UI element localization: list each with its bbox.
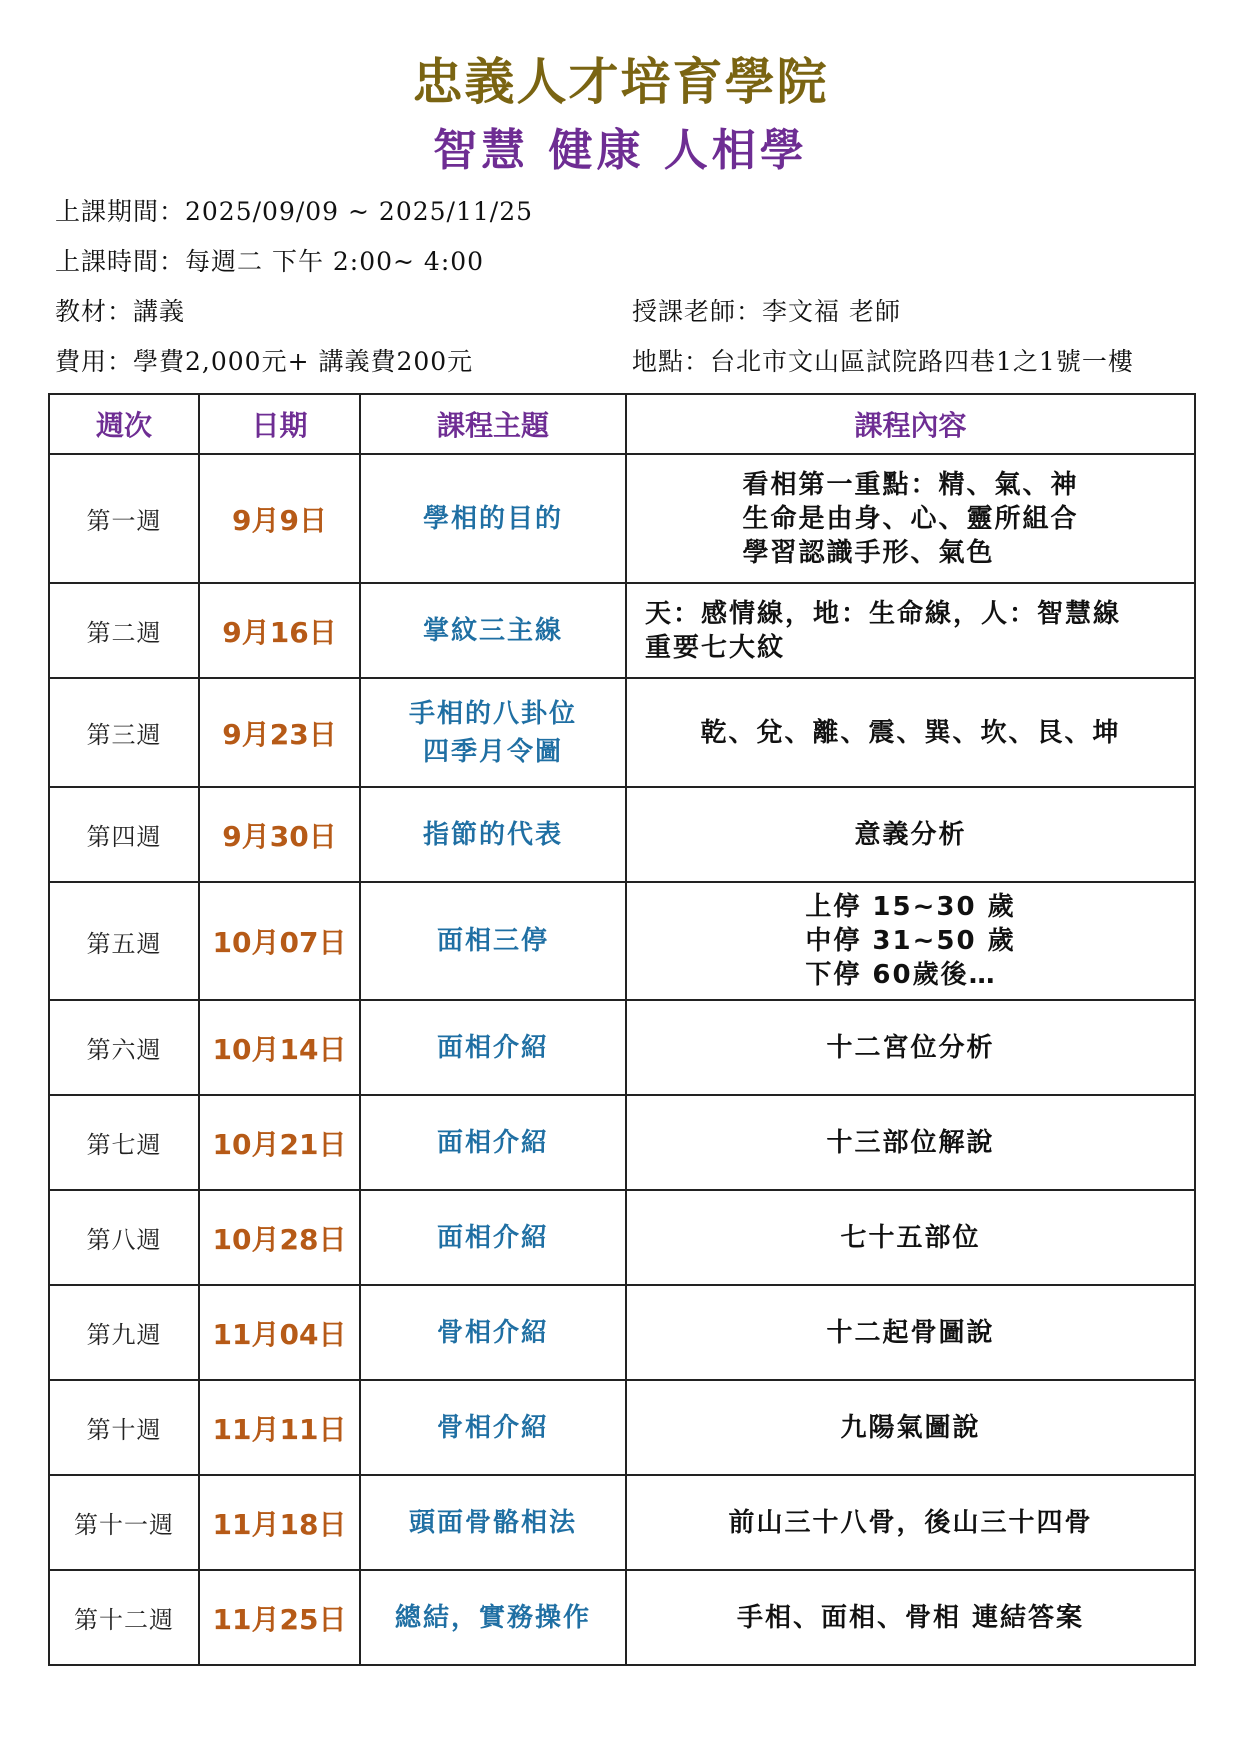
topic-cell (360, 1570, 626, 1665)
date-cell: 10月21日 (199, 1095, 360, 1190)
table-row (49, 787, 1195, 882)
topic-cell (360, 1190, 626, 1285)
content-cell (626, 583, 1195, 678)
content-block (805, 890, 1015, 992)
content-cell (626, 1190, 1195, 1285)
date-cell: 9月16日 (199, 583, 360, 678)
week-cell: 第十一週 (49, 1475, 199, 1570)
header-week: 週次 (49, 394, 199, 454)
week-cell: 第二週 (49, 583, 199, 678)
content-line: 天：感情線，地：生命線，人：智慧線 (645, 598, 1122, 629)
date-cell: 9月30日 (199, 787, 360, 882)
course-material: 教材：講義 (55, 297, 186, 326)
topic-line: 面相介紹 (436, 1032, 549, 1063)
topic-line: 頭面骨骼相法 (408, 1507, 577, 1538)
topic-line: 骨相介紹 (436, 1317, 549, 1348)
topic-cell (360, 1475, 626, 1570)
week-cell: 第一週 (49, 454, 199, 583)
topic-line: 手相的八卦位 (408, 698, 577, 729)
content-line: 前山三十八骨，後山三十四骨 (728, 1507, 1093, 1538)
course-location: 地點：台北市文山區試院路四巷1之1號一樓 (632, 347, 1134, 376)
header-content: 課程內容 (626, 394, 1195, 454)
date-cell: 11月25日 (199, 1570, 360, 1665)
table-row (49, 678, 1195, 787)
content-line: 看相第一重點：精、氣、神 (742, 469, 1079, 500)
week-cell: 第十週 (49, 1380, 199, 1475)
table-row (49, 1095, 1195, 1190)
topic-cell (360, 1285, 626, 1380)
topic-cell (360, 882, 626, 1000)
topic-line: 指節的代表 (422, 819, 563, 850)
week-cell: 第十二週 (49, 1570, 199, 1665)
date-cell: 10月14日 (199, 1000, 360, 1095)
content-line: 七十五部位 (840, 1222, 981, 1253)
content-cell (626, 1475, 1195, 1570)
week-cell: 第三週 (49, 678, 199, 787)
topic-cell (360, 454, 626, 583)
topic-cell (360, 678, 626, 787)
content-line: 乾、兌、離、震、巽、坎、艮、坤 (700, 717, 1121, 748)
content-line: 十二宮位分析 (826, 1032, 995, 1063)
table-row (49, 1570, 1195, 1665)
page-subtitle: 智慧 健康 人相學 (433, 125, 808, 176)
content-cell (626, 454, 1195, 583)
topic-cell (360, 1095, 626, 1190)
date-cell: 9月23日 (199, 678, 360, 787)
topic-cell (360, 1000, 626, 1095)
week-cell: 第七週 (49, 1095, 199, 1190)
page-title: 忠義人才培育學院 (412, 53, 829, 111)
content-block (742, 468, 1078, 570)
course-teacher: 授課老師：李文福 老師 (632, 297, 901, 326)
content-line: 上停 15~30 歲 (805, 892, 1016, 922)
topic-line: 掌紋三主線 (422, 615, 563, 646)
topic-cell (360, 1380, 626, 1475)
header-topic: 課程主題 (360, 394, 626, 454)
course-time: 上課時間：每週二 下午 2:00~ 4:00 (55, 247, 485, 276)
content-line: 學習認識手形、氣色 (742, 537, 995, 568)
schedule-table (48, 393, 1196, 1666)
content-cell (626, 678, 1195, 787)
schedule-body (49, 454, 1195, 1665)
content-line: 重要七大紋 (645, 632, 786, 663)
content-cell (626, 1570, 1195, 1665)
week-cell: 第四週 (49, 787, 199, 882)
content-line: 手相、面相、骨相 連結答案 (736, 1602, 1085, 1633)
week-cell: 第六週 (49, 1000, 199, 1095)
table-row (49, 1190, 1195, 1285)
date-cell: 11月11日 (199, 1380, 360, 1475)
topic-line: 骨相介紹 (436, 1412, 549, 1443)
content-cell (626, 1095, 1195, 1190)
table-row (49, 1475, 1195, 1570)
table-row (49, 454, 1195, 583)
content-cell (626, 1380, 1195, 1475)
topic-cell (360, 787, 626, 882)
table-header-row (49, 394, 1195, 454)
header-date: 日期 (199, 394, 360, 454)
table-row (49, 1285, 1195, 1380)
date-cell: 10月07日 (199, 882, 360, 1000)
week-cell: 第五週 (49, 882, 199, 1000)
course-period: 上課期間：2025/09/09 ~ 2025/11/25 (55, 197, 534, 226)
course-fee: 費用：學費2,000元+ 講義費200元 (55, 347, 474, 376)
content-line: 中停 31~50 歲 (805, 926, 1016, 956)
topic-line: 面相介紹 (436, 1222, 549, 1253)
topic-line: 面相介紹 (436, 1127, 549, 1158)
table-row (49, 1000, 1195, 1095)
content-line: 生命是由身、心、靈所組合 (742, 503, 1079, 534)
week-cell: 第八週 (49, 1190, 199, 1285)
date-cell: 10月28日 (199, 1190, 360, 1285)
topic-line: 面相三停 (436, 926, 549, 956)
table-row (49, 583, 1195, 678)
content-cell (626, 1000, 1195, 1095)
date-cell: 9月9日 (199, 454, 360, 583)
content-cell (626, 1285, 1195, 1380)
content-cell (626, 787, 1195, 882)
content-line: 十二起骨圖說 (826, 1317, 995, 1348)
date-cell: 11月04日 (199, 1285, 360, 1380)
table-row (49, 1380, 1195, 1475)
content-line: 下停 60歲後… (805, 960, 997, 990)
table-row (49, 882, 1195, 1000)
content-line: 十三部位解說 (826, 1127, 995, 1158)
content-cell (626, 882, 1195, 1000)
date-cell: 11月18日 (199, 1475, 360, 1570)
topic-line: 總結，實務操作 (394, 1602, 591, 1633)
topic-cell (360, 583, 626, 678)
week-cell: 第九週 (49, 1285, 199, 1380)
topic-line: 四季月令圖 (422, 736, 563, 767)
content-line: 意義分析 (854, 819, 967, 850)
topic-line: 學相的目的 (422, 503, 563, 534)
content-line: 九陽氣圖說 (840, 1412, 981, 1443)
